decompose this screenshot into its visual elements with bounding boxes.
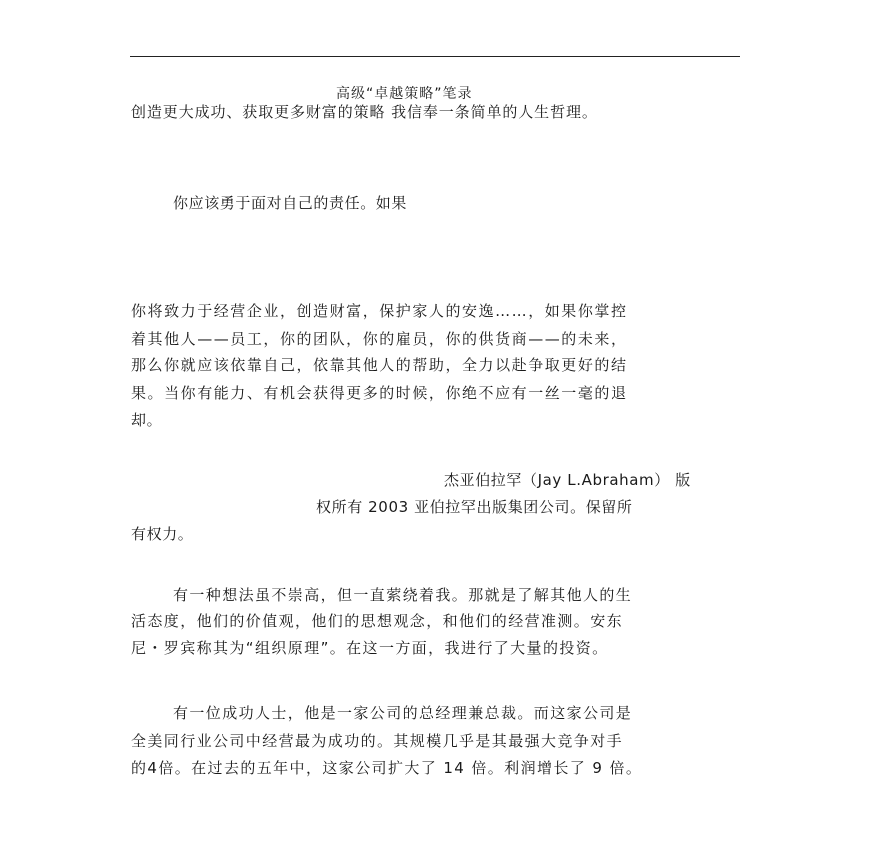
paragraph-3-line: 有一种想法虽不崇高，但一直萦绕着我。那就是了解其他人的生: [173, 586, 633, 604]
header-title: 高级“卓越策略”笔录: [336, 86, 473, 102]
paragraph-4-line: 的4倍。在过去的五年中，这家公司扩大了 14 倍。利润增长了 9 倍。: [131, 759, 643, 777]
copyright-line: 有权力。: [131, 525, 194, 543]
header-rule: [130, 56, 740, 57]
paragraph-2-line: 却。: [131, 411, 163, 429]
intro-line: 创造更大成功、获取更多财富的策略 我信奉一条简单的人生哲理。: [131, 103, 598, 121]
copyright-line: 权所有 2003 亚伯拉罕出版集团公司。保留所: [316, 498, 633, 516]
paragraph-2-line: 果。当你有能力、有机会获得更多的时候，你绝不应有一丝一毫的退: [131, 384, 628, 402]
copyright-line: 杰亚伯拉罕（Jay L.Abraham） 版: [444, 471, 691, 489]
paragraph-4-line: 有一位成功人士，他是一家公司的总经理兼总裁。而这家公司是: [173, 704, 633, 722]
paragraph-4-line: 全美同行业公司中经营最为成功的。其规模几乎是其最强大竞争对手: [131, 732, 624, 750]
paragraph-2-line: 你将致力于经营企业，创造财富，保护家人的安逸……，如果你掌控: [131, 302, 628, 320]
paragraph-2-line: 着其他人——员工，你的团队，你的雇员，你的供货商——的未来，: [131, 330, 628, 348]
paragraph-3-line: 尼・罗宾称其为“组织原理”。在这一方面，我进行了大量的投资。: [131, 639, 609, 657]
paragraph-2-line: 那么你就应该依靠自己，依靠其他人的帮助，全力以赴争取更好的结: [131, 356, 628, 374]
paragraph-1-line: 你应该勇于面对自己的责任。如果: [173, 194, 408, 212]
paragraph-3-line: 活态度，他们的价值观，他们的思想观念，和他们的经营准测。安东: [131, 612, 624, 630]
